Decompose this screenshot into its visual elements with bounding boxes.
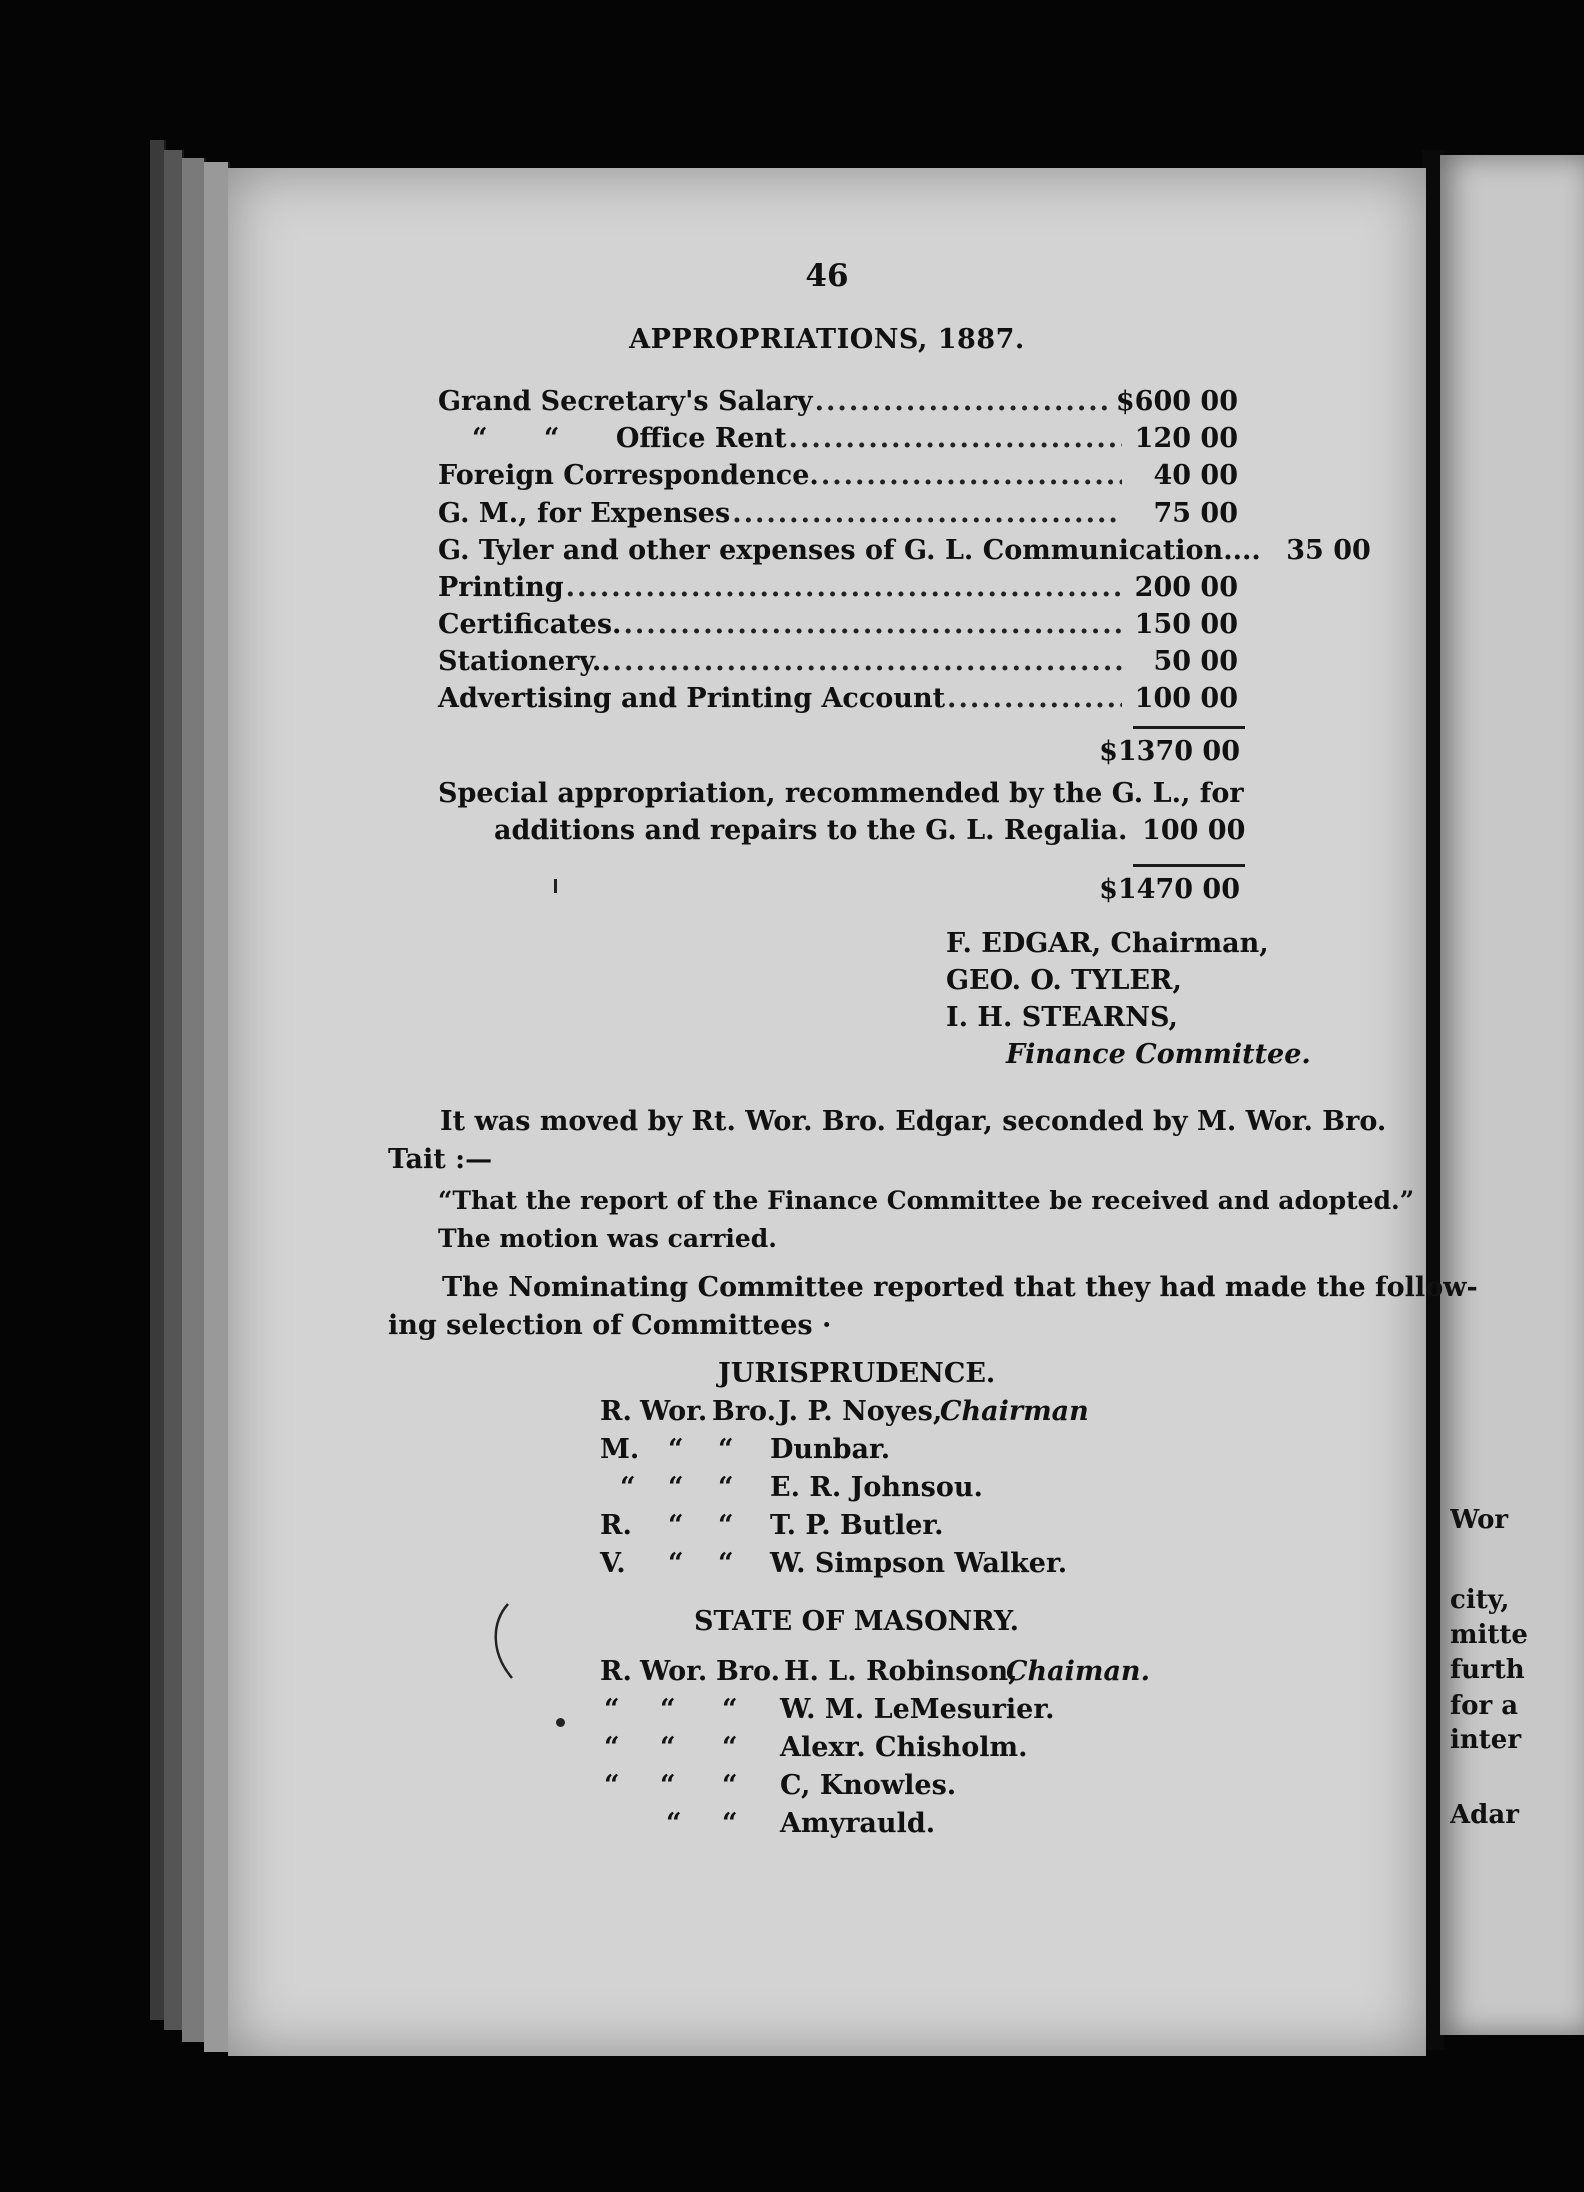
- ditto-mark: “: [660, 1770, 676, 1801]
- sum-rule: [1133, 864, 1245, 867]
- member-name: Dunbar.: [770, 1434, 891, 1465]
- member-name: E. R. Johnsou.: [770, 1472, 983, 1503]
- appropriation-row: [438, 683, 1238, 719]
- appropriation-amount: 35 00: [1286, 535, 1371, 566]
- nominating-paragraph: ing selection of Committees ·: [388, 1310, 832, 1341]
- ditto-mark: “: [722, 1732, 738, 1763]
- appropriation-row: [438, 386, 1238, 422]
- ditto-mark: “: [660, 1694, 676, 1725]
- page-edge: [182, 158, 206, 2042]
- facing-page-text: for a: [1450, 1691, 1519, 1721]
- motion-quote: “That the report of the Finance Committee be received and adopted.”: [438, 1186, 1415, 1215]
- grand-total: $1470 00: [1099, 874, 1240, 905]
- state-of-masonry-title: STATE OF MASONRY.: [694, 1606, 1020, 1637]
- appropriation-amount: 100 00: [1134, 683, 1238, 714]
- title-word: Bro.: [712, 1396, 776, 1427]
- appropriation-row: [438, 572, 1238, 608]
- title-word: Wor.: [640, 1656, 708, 1687]
- signature-member: GEO. O. TYLER,: [946, 965, 1182, 996]
- nominating-paragraph: The Nominating Committee reported that they had made the follow-: [442, 1272, 1478, 1303]
- rank: R.: [600, 1396, 632, 1427]
- ditto-mark: “: [668, 1472, 684, 1503]
- member-name: W. M. LeMesurier.: [780, 1694, 1055, 1725]
- facing-page-text: Wor: [1450, 1505, 1509, 1535]
- motion-paragraph: It was moved by Rt. Wor. Bro. Edgar, seconded by M. Wor. Bro.: [440, 1106, 1387, 1137]
- member-name: H. L. Robinson,: [784, 1656, 1018, 1687]
- dot-leader: [732, 498, 1122, 529]
- ditto-mark: “: [718, 1510, 734, 1541]
- committee-name: Finance Committee.: [1006, 1039, 1311, 1070]
- dot-leader: [623, 609, 1122, 640]
- ditto-mark: “: [660, 1732, 676, 1763]
- appropriation-amount: 40 00: [1153, 460, 1238, 491]
- appropriation-amount: $600 00: [1115, 386, 1238, 417]
- member-name: Amyrauld.: [780, 1808, 936, 1839]
- ditto-mark: “: [620, 1472, 636, 1503]
- appropriation-label: Advertising and Printing Account: [438, 683, 946, 714]
- appropriation-amount: 120 00: [1134, 423, 1238, 454]
- dot-leader: [789, 423, 1122, 454]
- ditto-mark: “: [668, 1548, 684, 1579]
- ditto-mark: “: [668, 1434, 684, 1465]
- appropriation-row: [438, 498, 1238, 534]
- motion-carried: The motion was carried.: [438, 1224, 777, 1253]
- signature-member: I. H. STEARNS,: [946, 1002, 1178, 1033]
- jurisprudence-title: JURISPRUDENCE.: [718, 1358, 996, 1389]
- rank: M.: [600, 1434, 640, 1465]
- appropriation-label: Grand Secretary's Salary: [438, 386, 813, 417]
- dot-leader: [815, 386, 1110, 417]
- appropriation-amount: 50 00: [1153, 646, 1238, 677]
- dot-leader: [613, 646, 1122, 677]
- pencil-bracket-mark: [486, 1602, 516, 1682]
- rank: R.: [600, 1656, 632, 1687]
- member-name: C, Knowles.: [780, 1770, 957, 1801]
- appropriation-label: G. Tyler and other expenses of G. L. Communication....: [438, 535, 1261, 566]
- ditto-mark: “: [666, 1808, 682, 1839]
- facing-page-text: furth: [1450, 1655, 1525, 1685]
- ditto-mark: “: [722, 1694, 738, 1725]
- ditto-mark: “: [722, 1808, 738, 1839]
- ink-speck: [556, 1718, 565, 1727]
- special-appropriation-amount: 100 00: [1142, 815, 1246, 846]
- ditto-mark: “: [668, 1510, 684, 1541]
- appropriation-row: [438, 646, 1238, 682]
- dot-leader: [566, 572, 1122, 603]
- appropriation-row: [438, 609, 1238, 645]
- facing-page-text: inter: [1450, 1725, 1522, 1755]
- signature-chairman: F. EDGAR, Chairman,: [946, 928, 1269, 959]
- member-name: Alexr. Chisholm.: [780, 1732, 1028, 1763]
- appropriation-label: Foreign Correspondence.: [438, 460, 819, 491]
- special-appropriation-label: additions and repairs to the G. L. Regalia.: [494, 815, 1128, 846]
- subtotal: $1370 00: [1099, 736, 1240, 767]
- title-word: Wor.: [640, 1396, 708, 1427]
- appropriation-amount: 150 00: [1134, 609, 1238, 640]
- sum-rule: [1133, 726, 1245, 729]
- appropriation-amount: 200 00: [1134, 572, 1238, 603]
- ditto-mark: “: [604, 1694, 620, 1725]
- dot-leader: [947, 683, 1122, 714]
- appropriation-label: Certificates.: [438, 609, 622, 640]
- appropriation-row: [438, 535, 1371, 571]
- page-edge: [204, 162, 230, 2052]
- appropriations-title: APPROPRIATIONS, 1887.: [629, 324, 1025, 355]
- rank: V.: [600, 1548, 626, 1579]
- rank: R.: [600, 1510, 632, 1541]
- document-page: [228, 168, 1478, 2056]
- member-name: J. P. Noyes,: [778, 1396, 943, 1427]
- motion-paragraph: Tait :—: [388, 1144, 493, 1175]
- appropriation-label: Printing: [438, 572, 564, 603]
- member-role: Chaiman.: [1006, 1656, 1150, 1687]
- facing-page: [1440, 155, 1584, 2035]
- special-appropriation-line: Special appropriation, recommended by the G. L., for: [438, 778, 1244, 809]
- ink-speck: [554, 879, 557, 893]
- member-role: Chairman: [940, 1396, 1089, 1427]
- special-appropriation-row: [494, 815, 1246, 851]
- page-edge: [164, 150, 184, 2030]
- title-word: Bro.: [716, 1656, 780, 1687]
- facing-page-text: mitte: [1450, 1620, 1528, 1650]
- ditto-mark: “: [718, 1548, 734, 1579]
- page-number: 46: [805, 258, 849, 294]
- appropriation-label: G. M., for Expenses: [438, 498, 731, 529]
- ditto-mark: “: [718, 1472, 734, 1503]
- ditto-mark: “: [604, 1770, 620, 1801]
- appropriation-amount: 75 00: [1153, 498, 1238, 529]
- facing-page-text: city,: [1450, 1585, 1510, 1615]
- member-name: W. Simpson Walker.: [770, 1548, 1068, 1579]
- ditto-mark: “: [604, 1732, 620, 1763]
- ditto-mark: “: [722, 1770, 738, 1801]
- member-name: T. P. Butler.: [770, 1510, 944, 1541]
- facing-page-text: Adar: [1450, 1800, 1519, 1830]
- appropriation-label: “ “ Office Rent: [472, 423, 787, 454]
- dot-leader: [821, 460, 1122, 491]
- appropriation-row: [438, 460, 1238, 496]
- appropriation-label: Stationery..: [438, 646, 611, 677]
- appropriation-row: [438, 423, 1238, 459]
- ditto-mark: “: [718, 1434, 734, 1465]
